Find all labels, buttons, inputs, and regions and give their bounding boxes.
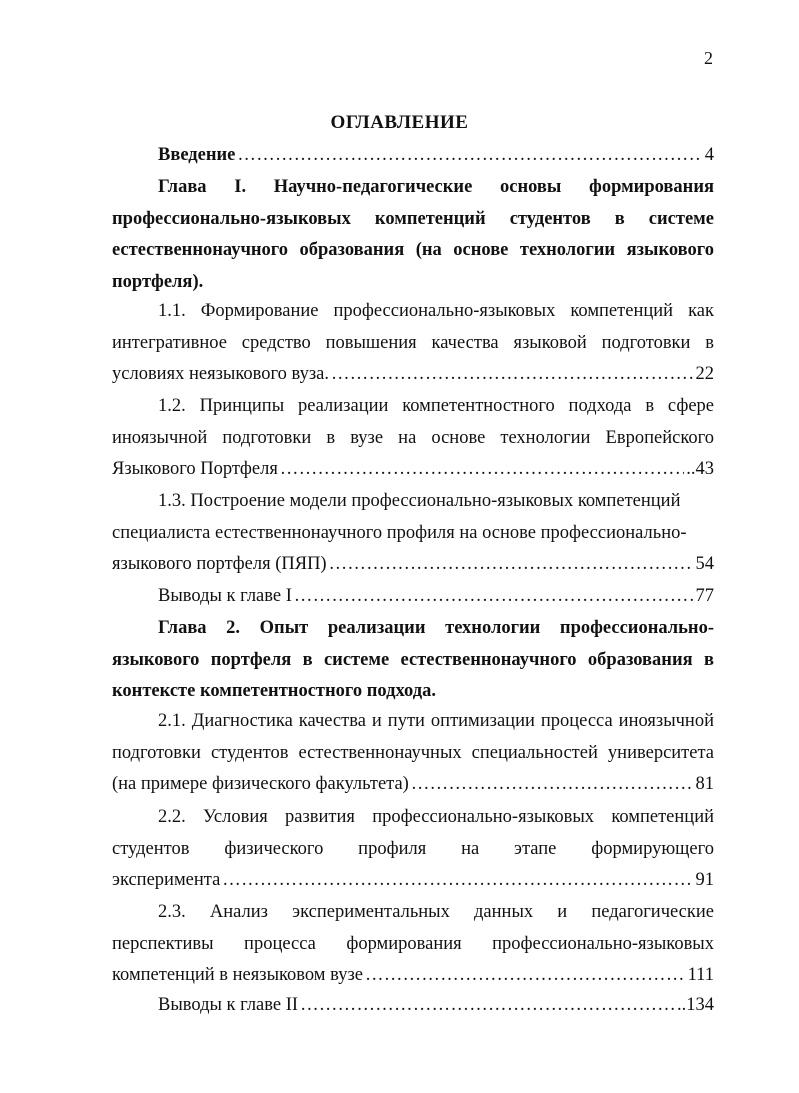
toc-chapter-1 (112, 172, 714, 298)
toc-page-ref: 111 (687, 965, 714, 985)
section-line: 1.3. Построение модели профессионально-языковых компетенций (158, 491, 681, 511)
toc-section-1-3 (112, 486, 714, 581)
chapter-1-line: портфеля). (112, 271, 204, 292)
section-line: иноязычной подготовки в вузе на основе технологии Европейского (112, 427, 714, 448)
toc-section-1-2 (112, 391, 714, 486)
toc-page-ref: 54 (695, 554, 714, 574)
toc-page-ref: 4 (704, 145, 714, 165)
toc-section-2-2 (112, 802, 714, 897)
section-line: перспективы процесса формирования профессионально-языковых (112, 933, 714, 954)
section-line: подготовки студентов естественнонаучных специальностей университета (112, 742, 714, 763)
section-line: студентов физического профиля на этапе формирующего (112, 838, 714, 859)
section-line: 1.2. Принципы реализации компетентностного подхода в сфере (158, 396, 714, 416)
section-line: эксперимента (112, 870, 221, 890)
chapter-2-line: языкового портфеля в системе естественнонаучного образования в (112, 649, 714, 670)
toc-page-ref: ..43 (686, 459, 714, 479)
toc-entry-label: Выводы к главе II (158, 995, 299, 1015)
chapter-1-line: Глава I. Научно-педагогические основы формирования (158, 177, 714, 197)
section-line: 2.2. Условия развития профессионально-языковых компетенций (158, 807, 714, 827)
chapter-1-line: профессионально-языковых компетенций студентов в системе (112, 208, 714, 229)
dot-leader (300, 990, 675, 1022)
toc-page-ref: 91 (695, 870, 714, 890)
toc-conclusion-1 (112, 581, 714, 613)
toc-page-ref: ..134 (677, 995, 714, 1015)
toc-entry-label: Выводы к главе I (158, 586, 292, 606)
toc-page-ref: 22 (695, 364, 714, 384)
toc-page-ref: 77 (695, 586, 714, 606)
toc-page-ref: 81 (695, 774, 714, 794)
chapter-2-line: Глава 2. Опыт реализации технологии профессионально- (158, 618, 714, 638)
dot-leader (280, 454, 684, 486)
toc-section-2-3 (112, 897, 714, 992)
toc-conclusion-2 (112, 990, 714, 1022)
toc-section-2-1 (112, 706, 714, 801)
section-line: Языкового Портфеля (112, 459, 278, 479)
section-line: 1.1. Формирование профессионально-языковых компетенций как (158, 301, 714, 321)
toc-entry-label: Введение (158, 145, 236, 165)
chapter-2-line: контексте компетентностного подхода. (112, 681, 436, 701)
dot-leader (411, 769, 694, 801)
dot-leader (237, 140, 702, 172)
section-line: 2.1. Диагностика качества и пути оптимизации процесса иноязычной (158, 711, 714, 731)
toc-section-1-1 (112, 296, 714, 391)
toc-title: ОГЛАВЛЕНИЕ (330, 112, 469, 133)
section-line: языкового портфеля (ПЯП) (112, 554, 327, 574)
dot-leader (294, 581, 694, 613)
section-line: условиях неязыкового вуза. (112, 364, 329, 384)
dot-leader (329, 549, 694, 581)
dot-leader (331, 359, 694, 391)
chapter-1-line: естественнонаучного образования (на основе технологии языкового (112, 240, 714, 260)
section-line: компетенций в неязыковом вузе (112, 965, 364, 985)
section-line: (на примере физического факультета) (112, 774, 409, 794)
section-line: 2.3. Анализ экспериментальных данных и педагогические (158, 902, 714, 922)
toc-chapter-2 (112, 613, 714, 708)
page-number: 2 (704, 48, 713, 68)
dot-leader (365, 960, 686, 992)
section-line: специалиста естественнонаучного профиля на основе профессионально- (112, 522, 687, 543)
toc-entry-intro (112, 140, 714, 172)
dot-leader (222, 865, 693, 897)
section-line: интегративное средство повышения качества языковой подготовки в (112, 332, 714, 353)
